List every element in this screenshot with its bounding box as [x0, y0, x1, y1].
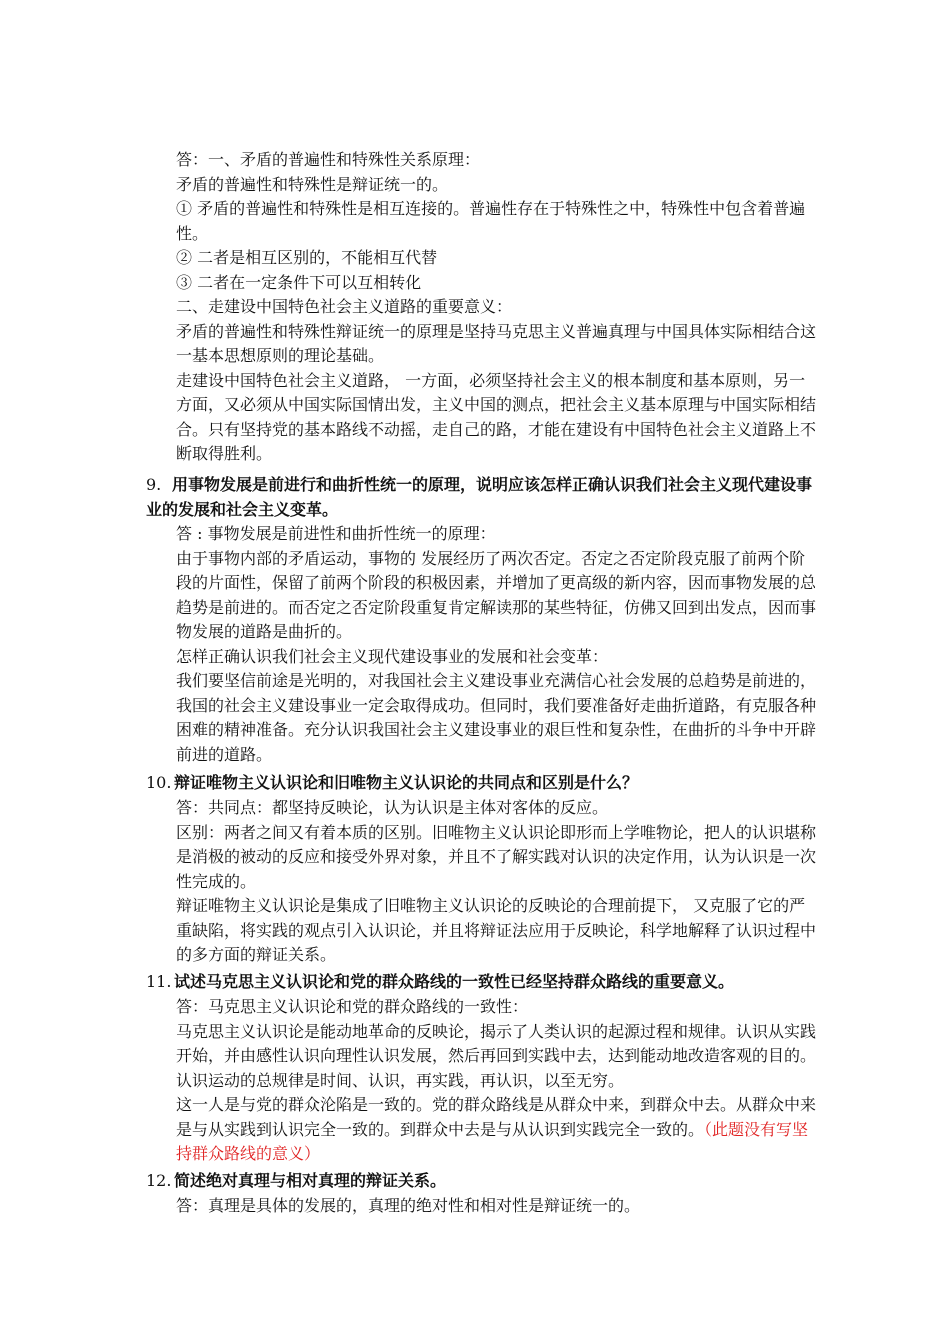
question-title: 简述绝对真理与相对真理的辩证关系。: [174, 1171, 447, 1190]
paragraph: 怎样正确认识我们社会主义现代建设事业的发展和社会变革：: [176, 646, 609, 666]
question-title: 用事物发展是前进行和曲折性统一的原理，说明应该怎样正确认识我们社会主义现代建设事业的发展和社会主义变革。: [146, 475, 813, 519]
paragraph: 答：真理是具体的发展的，真理的绝对性和相对性是辩证统一的。: [176, 1196, 641, 1215]
question-title: 辩证唯物主义认识论和旧唯物主义认识论的共同点和区别是什么？: [174, 773, 639, 792]
question-12-heading: [146, 1169, 826, 1194]
question-number: 10.: [146, 773, 172, 792]
paragraph: 马克思主义认识论是能动地革命的反映论，揭示了人类认识的起源过程和规律。认识从实践开始，并由感性认识向理性认识发展，然后再回到实践中去，达到能动地改造客观的目的。认识运动的总规律是时间、认识，再实践，再认识，以至无穷。: [176, 1021, 817, 1090]
question-title: 试述马克思主义认识论和党的群众路线的一致性已经坚持群众路线的重要意义。: [174, 972, 735, 991]
intro-answer: [176, 148, 816, 467]
question-number: 9.: [146, 475, 162, 494]
question-number: 11.: [146, 972, 172, 991]
paragraph: 答：马克思主义认识论和党的群众路线的一致性：: [176, 997, 529, 1016]
paragraph: 答：一、矛盾的普遍性和特殊性关系原理：: [176, 150, 481, 169]
paragraph: ① 矛盾的普遍性和特殊性是相互连接的。普遍性存在于特殊性之中，特殊性中包含着普遍性。: [176, 199, 806, 243]
paragraph: 答：共同点：都坚持反映论，认为认识是主体对客体的反应。: [176, 798, 609, 817]
question-11-heading: [146, 970, 826, 995]
paragraph: ③ 二者在一定条件下可以互相转化: [176, 272, 422, 292]
question-9-answer: [176, 522, 816, 767]
question-12-answer: [176, 1194, 816, 1219]
paragraph: 矛盾的普遍性和特殊性辩证统一的原理是坚持马克思主义普遍真理与中国具体实际相结合这一基本思想原则的理论基础。: [176, 321, 817, 365]
paragraph: 答 : 事物发展是前进性和曲折性统一的原理：: [176, 524, 496, 543]
paragraph: 我们要坚信前途是光明的，对我国社会主义建设事业充满信心社会发展的总趋势是前进的，我国的社会主义建设事业一定会取得成功。但同时，我们要准备好走曲折道路，有克服各种困难的精神准备。充分认识我国社会主义建设事业的艰巨性和复杂性，在曲折的斗争中开辟前进的道路。: [176, 671, 817, 764]
paragraph: ② 二者是相互区别的，不能相互代替: [176, 248, 438, 267]
paragraph: 二、走建设中国特色社会主义道路的重要意义：: [176, 297, 513, 316]
question-number: 12.: [146, 1171, 172, 1190]
paragraph: 矛盾的普遍性和特殊性是辩证统一的。: [176, 174, 449, 194]
paragraph: 走建设中国特色社会主义道路， 一方面，必须坚持社会主义的根本制度和基本原则，另一方面，又必须从中国实际国情出发，主义中国的测点，把社会主义基本原理与中国实际相结合。只有坚持党的基本路线不动摇，走自己的路，才能在建设有中国特色社会主义道路上不断取得胜利。: [176, 370, 817, 463]
paragraph: 区别：两者之间又有着本质的区别。旧唯物主义认识论即形而上学唯物论，把人的认识堪称是消极的被动的反应和接受外界对象，并且不了解实践对认识的决定作用，认为认识是一次性完成的。: [176, 822, 817, 891]
paragraph: 由于事物内部的矛盾运动，事物的 发展经历了两次否定。否定之否定阶段克服了前两个阶段的片面性，保留了前两个阶段的积极因素，并增加了更高级的新内容，因而事物发展的总趋势是前进的。而否定之否定阶段重复肯定解读那的某些特征，仿佛又回到出发点，因而事物发展的道路是曲折的。: [176, 548, 817, 641]
editor-note: （此题没有写坚持群众路线的意义）: [176, 1119, 809, 1163]
paragraph-text: 这一人是与党的群众沦陷是一致的。党的群众路线是从群众中来，到群众中去。从群众中来是与从实践到认识完全一致的。到群众中去是与从认识到实践完全一致的。: [176, 1095, 817, 1139]
paragraph: 辩证唯物主义认识论是集成了旧唯物主义认识论的反映论的合理前提下， 又克服了它的严重缺陷，将实践的观点引入认识论，并且将辩证法应用于反映论，科学地解释了认识过程中的多方面的辩证关系。: [176, 896, 817, 964]
paragraph: [176, 1093, 816, 1167]
question-10-heading: [146, 771, 826, 796]
question-9-heading: [146, 473, 826, 522]
question-11-answer: [176, 995, 816, 1167]
question-10-answer: [176, 796, 816, 968]
